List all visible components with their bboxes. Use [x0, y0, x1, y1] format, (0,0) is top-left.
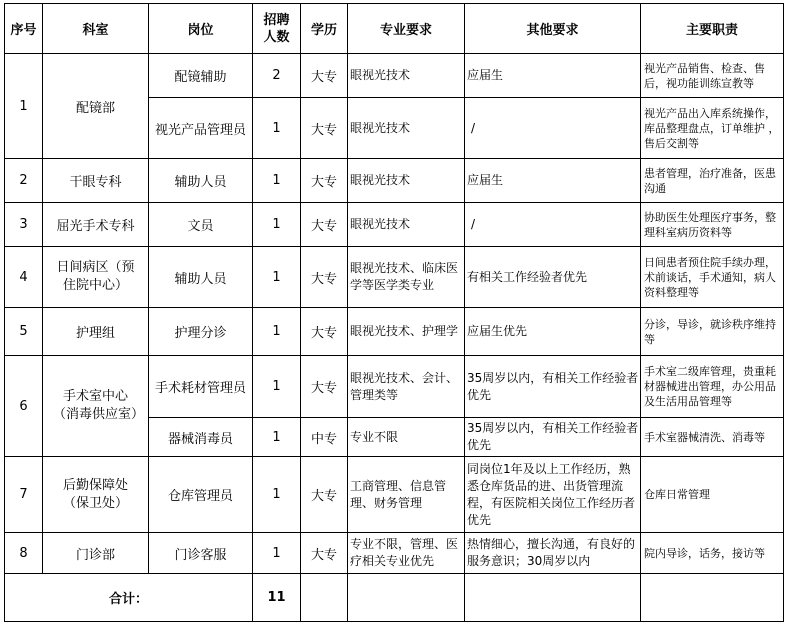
other-cell: /	[465, 203, 641, 247]
table-row	[5, 159, 784, 203]
edu-cell: 大专	[301, 159, 348, 203]
duty-cell: 手术室二级库管理，贵重耗材器械进出管理，办公用品及生活用品管理等	[641, 356, 784, 418]
edu-cell: 大专	[301, 54, 348, 98]
dept-cell: 配镜部	[43, 54, 149, 159]
dept-cell: 屈光手术专科	[43, 203, 149, 247]
dept-cell: 干眼专科	[43, 159, 149, 203]
header-row	[5, 4, 784, 54]
table-row	[5, 54, 784, 98]
duty-cell: 视光产品销售、检查、售后，视功能训练宣教等	[641, 54, 784, 98]
seq-cell: 5	[5, 308, 43, 356]
table-row	[5, 247, 784, 308]
dept-cell: 手术室中心（消毒供应室）	[43, 356, 149, 457]
count-cell: 2	[253, 54, 301, 98]
table-row	[5, 356, 784, 418]
count-cell: 1	[253, 308, 301, 356]
edu-cell: 大专	[301, 98, 348, 159]
duty-cell: 协助医生处理医疗事务，整理科室病历资料等	[641, 203, 784, 247]
other-cell: 应届生	[465, 159, 641, 203]
other-cell: 有相关工作经验者优先	[465, 247, 641, 308]
position-cell: 手术耗材管理员	[149, 356, 253, 418]
other-cell: 应届生优先	[465, 308, 641, 356]
major-cell: 眼视光技术、护理学	[348, 308, 465, 356]
dept-cell: 护理组	[43, 308, 149, 356]
seq-cell: 4	[5, 247, 43, 308]
major-cell: 眼视光技术	[348, 159, 465, 203]
count-cell: 1	[253, 418, 301, 457]
position-cell: 器械消毒员	[149, 418, 253, 457]
header-position: 岗位	[149, 4, 253, 54]
other-cell: 热情细心，擅长沟通，有良好的服务意识；30周岁以内	[465, 533, 641, 574]
other-cell: 35周岁以内，有相关工作经验者优先	[465, 418, 641, 457]
position-cell: 文员	[149, 203, 253, 247]
count-cell: 1	[253, 203, 301, 247]
major-cell: 眼视光技术、临床医学等医学类专业	[348, 247, 465, 308]
duty-cell: 院内导诊，话务，接访等	[641, 533, 784, 574]
position-cell: 配镜辅助	[149, 54, 253, 98]
position-cell: 门诊客服	[149, 533, 253, 574]
header-count: 招聘人数	[253, 4, 301, 54]
edu-cell: 大专	[301, 356, 348, 418]
dept-cell: 日间病区（预住院中心）	[43, 247, 149, 308]
edu-cell: 大专	[301, 457, 348, 533]
duty-cell: 患者管理，治疗准备，医患沟通	[641, 159, 784, 203]
empty-cell	[301, 574, 348, 622]
position-cell: 辅助人员	[149, 159, 253, 203]
total-count: 11	[253, 574, 301, 622]
count-cell: 1	[253, 98, 301, 159]
table-row	[5, 457, 784, 533]
count-cell: 1	[253, 533, 301, 574]
major-cell: 专业不限	[348, 418, 465, 457]
other-cell: 应届生	[465, 54, 641, 98]
major-cell: 眼视光技术	[348, 203, 465, 247]
count-cell: 1	[253, 356, 301, 418]
edu-cell: 大专	[301, 308, 348, 356]
seq-cell: 6	[5, 356, 43, 457]
duty-cell: 仓库日常管理	[641, 457, 784, 533]
table-row	[5, 203, 784, 247]
duty-cell: 分诊，导诊，就诊秩序维持等	[641, 308, 784, 356]
major-cell: 眼视光技术、会计、管理类等	[348, 356, 465, 418]
edu-cell: 大专	[301, 203, 348, 247]
recruitment-table	[4, 3, 784, 622]
major-cell: 眼视光技术	[348, 54, 465, 98]
empty-cell	[641, 574, 784, 622]
seq-cell: 8	[5, 533, 43, 574]
empty-cell	[348, 574, 465, 622]
header-major: 专业要求	[348, 4, 465, 54]
header-edu: 学历	[301, 4, 348, 54]
edu-cell: 中专	[301, 418, 348, 457]
duty-cell: 视光产品出入库系统操作，库品整理盘点，订单维护 ，售后交割等	[641, 98, 784, 159]
header-dept: 科室	[43, 4, 149, 54]
major-cell: 工商管理、信息管理、财务管理	[348, 457, 465, 533]
dept-cell: 门诊部	[43, 533, 149, 574]
other-cell: 同岗位1年及以上工作经历，熟悉仓库货品的进、出货管理流程，有医院相关岗位工作经历者优先	[465, 457, 641, 533]
major-cell: 眼视光技术	[348, 98, 465, 159]
seq-cell: 3	[5, 203, 43, 247]
edu-cell: 大专	[301, 533, 348, 574]
table-row	[5, 308, 784, 356]
seq-cell: 7	[5, 457, 43, 533]
table-row	[5, 533, 784, 574]
other-cell: 35周岁以内，有相关工作经验者优先	[465, 356, 641, 418]
count-cell: 1	[253, 457, 301, 533]
position-cell: 视光产品管理员	[149, 98, 253, 159]
dept-cell: 后勤保障处（保卫处）	[43, 457, 149, 533]
position-cell: 护理分诊	[149, 308, 253, 356]
seq-cell: 2	[5, 159, 43, 203]
seq-cell: 1	[5, 54, 43, 159]
duty-cell: 手术室器械清洗、消毒等	[641, 418, 784, 457]
other-cell: /	[465, 98, 641, 159]
total-label: 合计：	[5, 574, 253, 622]
position-cell: 辅助人员	[149, 247, 253, 308]
position-cell: 仓库管理员	[149, 457, 253, 533]
count-cell: 1	[253, 159, 301, 203]
major-cell: 专业不限，管理、医疗相关专业优先	[348, 533, 465, 574]
header-other: 其他要求	[465, 4, 641, 54]
edu-cell: 大专	[301, 247, 348, 308]
header-seq: 序号	[5, 4, 43, 54]
duty-cell: 日间患者预住院手续办理，术前谈话，手术通知，病人资料整理等	[641, 247, 784, 308]
total-row	[5, 574, 784, 622]
empty-cell	[465, 574, 641, 622]
count-cell: 1	[253, 247, 301, 308]
header-duty: 主要职责	[641, 4, 784, 54]
